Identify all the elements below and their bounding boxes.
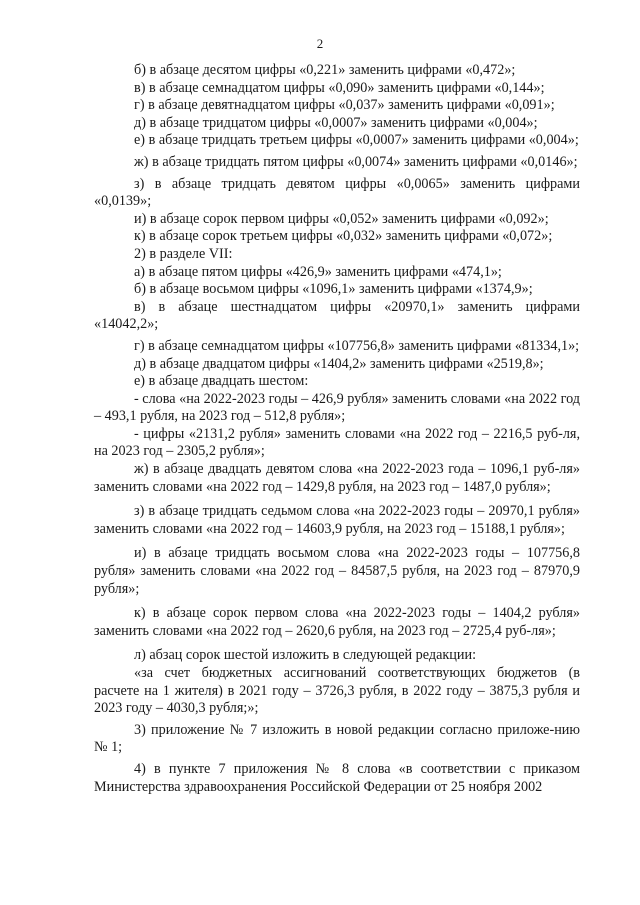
paragraph: г) в абзаце семнадцатом цифры «107756,8» заменить цифрами «81334,1»;: [134, 337, 580, 354]
paragraph: з) в абзаце тридцать девятом цифры «0,0065» заменить цифрами «0,0139»;: [94, 175, 580, 210]
paragraph: б) в абзаце восьмом цифры «1096,1» заменить цифрами «1374,9»;: [134, 281, 533, 298]
paragraph: 2) в разделе VII:: [134, 245, 233, 262]
paragraph: д) в абзаце двадцатом цифры «1404,2» заменить цифрами «2519,8»;: [134, 355, 544, 372]
paragraph: в) в абзаце шестнадцатом цифры «20970,1» заменить цифрами «14042,2»;: [94, 298, 580, 333]
paragraph: к) в абзаце сорок третьем цифры «0,032» заменить цифрами «0,072»;: [134, 228, 553, 245]
paragraph: - слова «на 2022-2023 годы – 426,9 рубля» заменить словами «на 2022 год – 493,1 рубля, на 2023 год – 512,8 рубля»;: [94, 390, 580, 425]
paragraph: 4) в пункте 7 приложения № 8 слова «в соответствии с приказом Министерства здравоохранения Российской Федерации от 25 ноября 2002: [94, 760, 580, 795]
paragraph: б) в абзаце десятом цифры «0,221» заменить цифрами «0,472»;: [134, 62, 516, 78]
paragraph: е) в абзаце тридцать третьем цифры «0,0007» заменить цифрами «0,004»;: [134, 132, 579, 149]
paragraph: г) в абзаце девятнадцатом цифры «0,037» заменить цифрами «0,091»;: [134, 97, 555, 114]
paragraph: з) в абзаце тридцать седьмом слова «на 2022-2023 годы – 20970,1 рубля» заменить словами «на 2022 год – 14603,9 рубля, на 2023 год – 15188,1 рубля»;: [94, 503, 580, 537]
paragraph: ж) в абзаце тридцать пятом цифры «0,0074» заменить цифрами «0,0146»;: [134, 153, 578, 170]
paragraph: ж) в абзаце двадцать девятом слова «на 2022-2023 года – 1096,1 руб-ля» заменить словами «на 2022 год – 1429,8 рубля, на 2023 год – 1487,0 рубля»;: [94, 461, 580, 495]
paragraph: а) в абзаце пятом цифры «426,9» заменить цифрами «474,1»;: [134, 263, 502, 280]
paragraph: и) в абзаце сорок первом цифры «0,052» заменить цифрами «0,092»;: [134, 210, 549, 227]
document-body: [94, 62, 580, 796]
page-number: 2: [316, 36, 324, 51]
paragraph: 3) приложение № 7 изложить в новой редакции согласно приложе-нию № 1;: [94, 721, 580, 756]
paragraph: «за счет бюджетных ассигнований соответствующих бюджетов (в расчете на 1 жителя) в 2021 году – 3726,3 рубля, в 2022 году – 3875,3 рубля и 2023 году – 4030,3 рубля;»;: [94, 665, 580, 717]
paragraph: е) в абзаце двадцать шестом:: [134, 373, 309, 390]
paragraph: л) абзац сорок шестой изложить в следующей редакции:: [134, 647, 477, 664]
paragraph: к) в абзаце сорок первом слова «на 2022-2023 годы – 1404,2 рубля» заменить словами «на 2022 год – 2620,6 рубля, на 2023 год – 2725,4 руб-ля»;: [94, 605, 580, 639]
paragraph: - цифры «2131,2 рубля» заменить словами «на 2022 год – 2216,5 руб-ля, на 2023 год – 2305,2 рубля»;: [94, 425, 580, 460]
paragraph: в) в абзаце семнадцатом цифры «0,090» заменить цифрами «0,144»;: [134, 79, 545, 96]
paragraph: д) в абзаце тридцатом цифры «0,0007» заменить цифрами «0,004»;: [134, 114, 538, 131]
paragraph: и) в абзаце тридцать восьмом слова «на 2022-2023 годы – 107756,8 рубля» заменить словами «на 2022 год – 84587,5 рубля, на 2023 год – 87970,9 рубля»;: [94, 545, 580, 597]
